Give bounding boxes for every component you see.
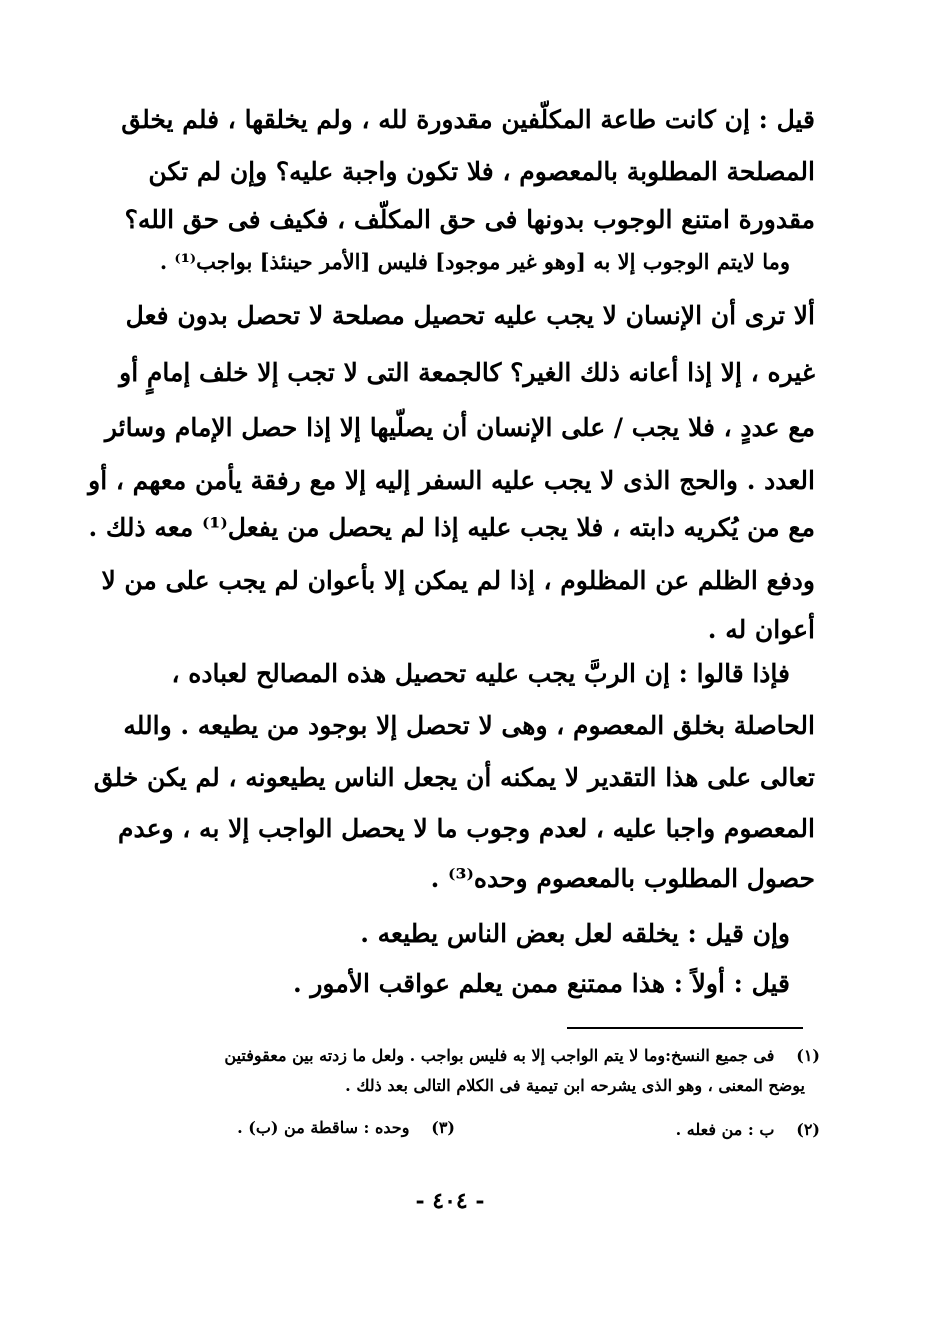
page-number: - ٤٠٤ - bbox=[415, 1188, 485, 1214]
footnote-2-number: (٢) bbox=[796, 1120, 820, 1139]
footnote-1-line-1 bbox=[120, 1043, 820, 1069]
footnote-3 bbox=[237, 1115, 455, 1141]
body-line-13: الحاصلة بخلق المعصوم ، وهى لا تحصل إلا بوجود من يطيعه . والله bbox=[123, 711, 815, 740]
footnote-1-line-2: يوضح المعنى ، وهو الذى يشرحه ابن تيمية فى الكلام التالى بعد ذلك . bbox=[345, 1076, 805, 1095]
body-line-12: فإذا قالوا : إن الربَّ يجب عليه تحصيل هذه المصالح لعباده ، bbox=[171, 659, 790, 688]
body-line-18: قيل : أولاً : هذا ممتنع ممن يعلم عواقب الأمور . bbox=[292, 969, 790, 998]
body-line-6: غيره ، إلا إذا أعانه ذلك الغير؟ كالجمعة التى لا تجب إلا خلف إمامٍ أو bbox=[119, 358, 815, 387]
footnote-3-text: وحده : ساقطة من (ب) . bbox=[237, 1118, 410, 1137]
body-line-10: ودفع الظلم عن المظلوم ، إذا لم يمكن إلا بأعوان لم يجب على من لا bbox=[101, 566, 815, 595]
footnote-1-text: فى جميع النسخ:وما لا يتم الواجب إلا به فليس بواجب . ولعل ما زدته بين معقوفتين bbox=[224, 1046, 775, 1065]
footnote-3-number: (٣) bbox=[431, 1118, 455, 1137]
footnote-separator bbox=[567, 1027, 803, 1029]
body-line-17: وإن قيل : يخلقه لعل بعض الناس يطيعه . bbox=[360, 919, 790, 948]
body-line-8: العدد . والحج الذى لا يجب عليه السفر إليه إلا مع رفقة يأمن معهم ، أو bbox=[88, 466, 815, 495]
body-line-14: تعالى على هذا التقدير لا يمكنه أن يجعل الناس يطيعونه ، لم يكن خلق bbox=[93, 763, 815, 792]
footnote-1-number: (١) bbox=[796, 1046, 820, 1065]
footnote-2-text: ب : من فعله . bbox=[675, 1120, 775, 1139]
body-line-3: مقدورة امتنع الوجوب بدونها فى حق المكلّف ، فكيف فى حق الله؟ bbox=[124, 205, 815, 234]
body-line-1: قيل : إن كانت طاعة المكلّفين مقدورة لله ، ولم يخلقها ، فلم يخلق bbox=[121, 105, 815, 134]
body-line-16: حصول المطلوب بالمعصوم وحده⁽³⁾ . bbox=[430, 864, 815, 893]
body-line-9: مع من يُكريه دابته ، فلا يجب عليه إذا لم يحصل من يفعل⁽¹⁾ معه ذلك . bbox=[88, 513, 815, 542]
body-line-11: أعوان له . bbox=[707, 615, 815, 644]
body-line-15: المعصوم واجبا عليه ، لعدم وجوب ما لا يحصل الواجب إلا به ، وعدم bbox=[117, 814, 815, 843]
footnote-2 bbox=[676, 1117, 820, 1143]
body-line-2: المصلحة المطلوبة بالمعصوم ، فلا تكون واجبة عليه؟ وإن لم تكن bbox=[148, 157, 815, 186]
body-line-7: مع عددٍ ، فلا يجب / على الإنسان أن يصلّيها إلا إذا حصل الإمام وسائر bbox=[104, 413, 815, 442]
body-line-5: ألا ترى أن الإنسان لا يجب عليه تحصيل مصلحة لا تحصل بدون فعل bbox=[125, 301, 815, 330]
body-line-4: وما لايتم الوجوب إلا به [وهو غير موجود] فليس [الأمر حينئذ] بواجب⁽¹⁾ . bbox=[159, 249, 790, 274]
